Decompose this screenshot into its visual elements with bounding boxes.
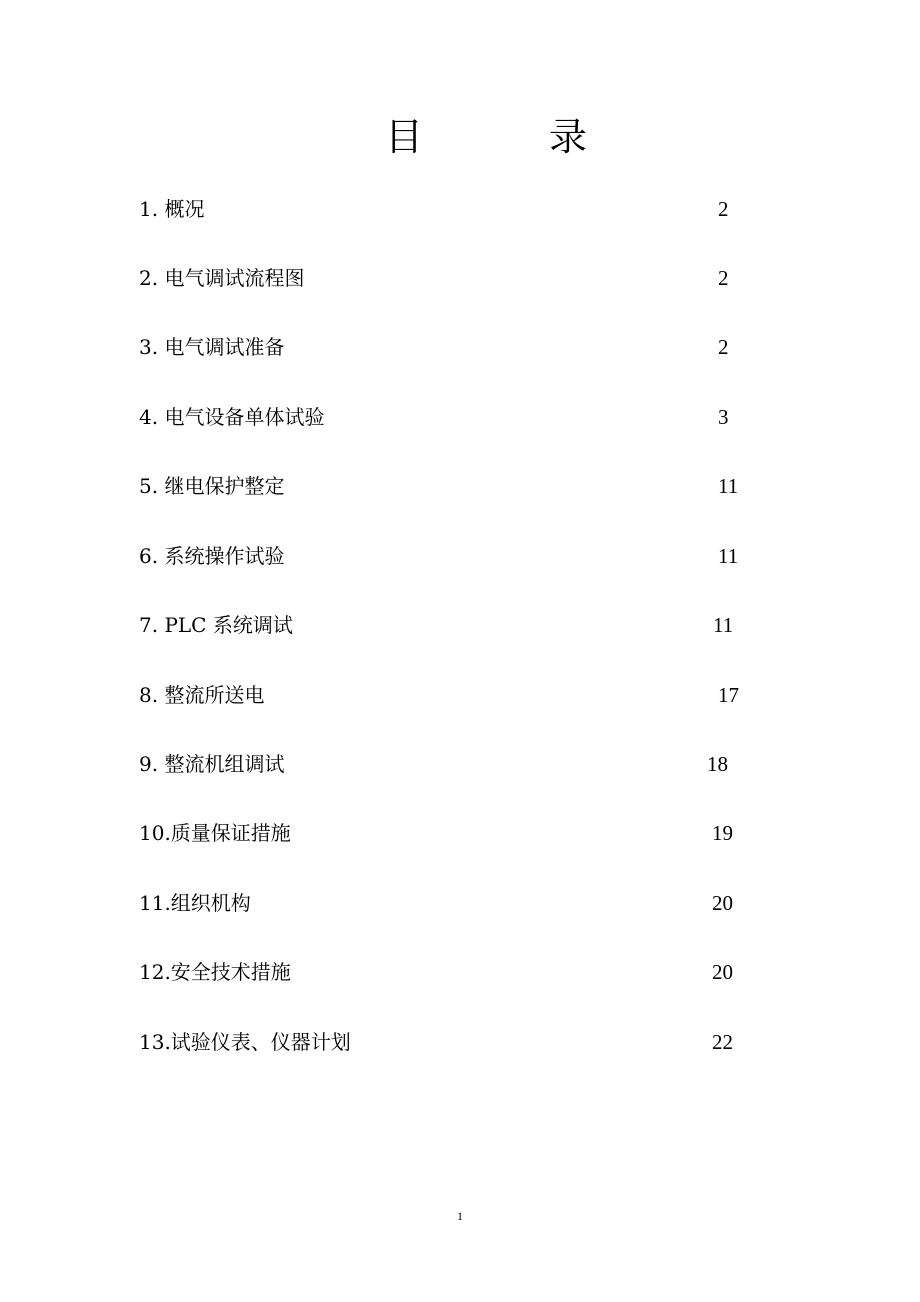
toc-entry[interactable] [139, 332, 779, 362]
toc-entry-title: 10.质量保证措施 [139, 821, 291, 845]
toc-entry[interactable] [139, 471, 779, 501]
toc-entry-title: 6. 系统操作试验 [139, 544, 285, 568]
toc-entry[interactable] [139, 194, 779, 224]
toc-entry[interactable] [139, 680, 779, 710]
toc-entry-title: 11.组织机构 [139, 891, 251, 915]
toc-entry-title: 1. 概况 [139, 197, 205, 221]
toc-entry-title: 5. 继电保护整定 [139, 474, 285, 498]
toc-entry[interactable] [139, 610, 779, 640]
toc-entry-page: 3 [718, 405, 729, 429]
toc-entry-page: 17 [718, 683, 739, 707]
toc-entry[interactable] [139, 818, 779, 848]
toc-entry-title: 9. 整流机组调试 [139, 752, 285, 776]
title-char-2: 录 [549, 115, 588, 159]
toc-entry-page: 19 [712, 821, 733, 845]
title-char-1: 目 [385, 115, 424, 159]
toc-entry-title: 7. PLC 系统调试 [139, 613, 293, 637]
toc-entry-title: 8. 整流所送电 [139, 683, 265, 707]
toc-entry[interactable] [139, 1027, 779, 1057]
toc-entry[interactable] [139, 402, 779, 432]
toc-entry-title: 13.试验仪表、仪器计划 [139, 1030, 351, 1054]
toc-entry[interactable] [139, 263, 779, 293]
toc-entry-page: 22 [712, 1030, 733, 1054]
toc-entry-page: 20 [712, 960, 733, 984]
toc-entry-title: 12.安全技术措施 [139, 960, 291, 984]
toc-entry-title: 3. 电气调试准备 [139, 335, 285, 359]
toc-entry[interactable] [139, 957, 779, 987]
toc-entry-title: 4. 电气设备单体试验 [139, 405, 325, 429]
toc-entry-title: 2. 电气调试流程图 [139, 266, 305, 290]
toc-entry-page: 20 [712, 891, 733, 915]
toc-entry-page: 11 [713, 613, 734, 637]
footer-page-number: 1 [457, 1209, 463, 1223]
toc-entry-page: 11 [718, 474, 739, 498]
toc-entry[interactable] [139, 541, 779, 571]
toc-entry-page: 18 [707, 752, 728, 776]
toc-entry[interactable] [139, 888, 779, 918]
toc-entry-page: 2 [718, 266, 729, 290]
toc-entry-page: 2 [718, 197, 729, 221]
toc-entry[interactable] [139, 749, 779, 779]
toc-entry-page: 2 [718, 335, 729, 359]
toc-entry-page: 11 [718, 544, 739, 568]
